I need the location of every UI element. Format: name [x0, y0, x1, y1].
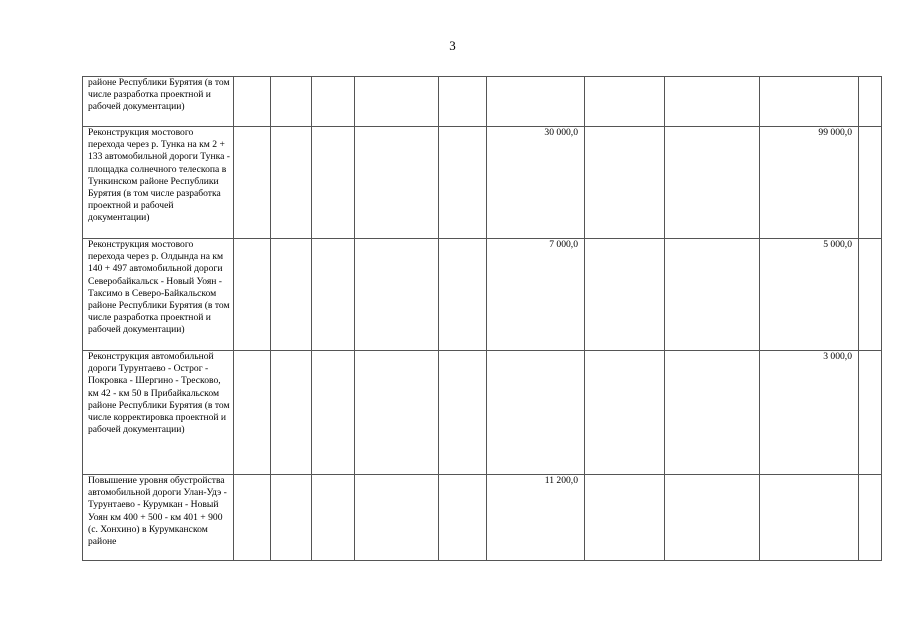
value-cell: [312, 351, 355, 475]
value-cell: 99 000,0: [760, 127, 859, 239]
value-cell: [585, 239, 665, 351]
value-cell: [760, 475, 859, 561]
value-cell: [439, 351, 487, 475]
table-row: [83, 475, 882, 561]
value-cell: [665, 239, 760, 351]
value-cell: [312, 239, 355, 351]
value-cell: [234, 77, 271, 127]
value-cell: [355, 351, 439, 475]
table-row: [83, 351, 882, 475]
value-cell: [585, 77, 665, 127]
value-cell: 7 000,0: [487, 239, 585, 351]
value-cell: [665, 475, 760, 561]
value-cell: 30 000,0: [487, 127, 585, 239]
table-row: [83, 239, 882, 351]
value-cell: 11 200,0: [487, 475, 585, 561]
value-cell: 5 000,0: [760, 239, 859, 351]
value-cell: 3 000,0: [760, 351, 859, 475]
value-cell: [355, 239, 439, 351]
row-description: Повышение уровня обустройства автомобильной дороги Улан-Удэ - Турунтаево - Курумкан - Новый Уоян км 400 + 500 - км 401 + 900 (с. Хонхино) в Курумканском районе: [83, 475, 234, 561]
value-cell: [859, 475, 882, 561]
value-cell: [355, 475, 439, 561]
value-cell: [585, 351, 665, 475]
value-cell: [487, 351, 585, 475]
value-cell: [234, 475, 271, 561]
value-cell: [271, 127, 312, 239]
value-cell: [234, 239, 271, 351]
table-row: [83, 77, 882, 127]
value-cell: [859, 77, 882, 127]
table-body: [83, 77, 882, 561]
value-cell: [355, 77, 439, 127]
value-cell: [271, 475, 312, 561]
row-description: Реконструкция мостового перехода через р. Олдында на км 140 + 497 автомобильной дороги Северобайкальск - Новый Уоян - Таксимо в Северо-Байкальском районе Республики Бурятия (в том числе разработка проектной и рабочей документации): [83, 239, 234, 351]
value-cell: [760, 77, 859, 127]
value-cell: [271, 77, 312, 127]
value-cell: [355, 127, 439, 239]
value-cell: [585, 475, 665, 561]
value-cell: [312, 127, 355, 239]
value-cell: [665, 127, 760, 239]
page-number: 3: [449, 38, 456, 53]
value-cell: [665, 77, 760, 127]
row-description: Реконструкция автомобильной дороги Турунтаево - Острог - Покровка - Шергино - Тресково, км 42 - км 50 в Прибайкальском районе Республики Бурятия (в том числе корректировка проектной и рабочей документации): [83, 351, 234, 475]
value-cell: [439, 127, 487, 239]
value-cell: [859, 127, 882, 239]
value-cell: [312, 475, 355, 561]
value-cell: [234, 351, 271, 475]
value-cell: [439, 475, 487, 561]
value-cell: [487, 77, 585, 127]
value-cell: [439, 77, 487, 127]
budget-table: [82, 76, 882, 561]
value-cell: [439, 239, 487, 351]
value-cell: [271, 351, 312, 475]
value-cell: [271, 239, 312, 351]
value-cell: [312, 77, 355, 127]
value-cell: [665, 351, 760, 475]
value-cell: [859, 351, 882, 475]
value-cell: [859, 239, 882, 351]
value-cell: [234, 127, 271, 239]
row-description: Реконструкция мостового перехода через р. Тунка на км 2 + 133 автомобильной дороги Тунка - площадка солнечного телескопа в Тункинском районе Республики Бурятия (в том числе разработка проектной и рабочей документации): [83, 127, 234, 239]
table-row: [83, 127, 882, 239]
value-cell: [585, 127, 665, 239]
row-description: районе Республики Бурятия (в том числе разработка проектной и рабочей документации): [83, 77, 234, 127]
